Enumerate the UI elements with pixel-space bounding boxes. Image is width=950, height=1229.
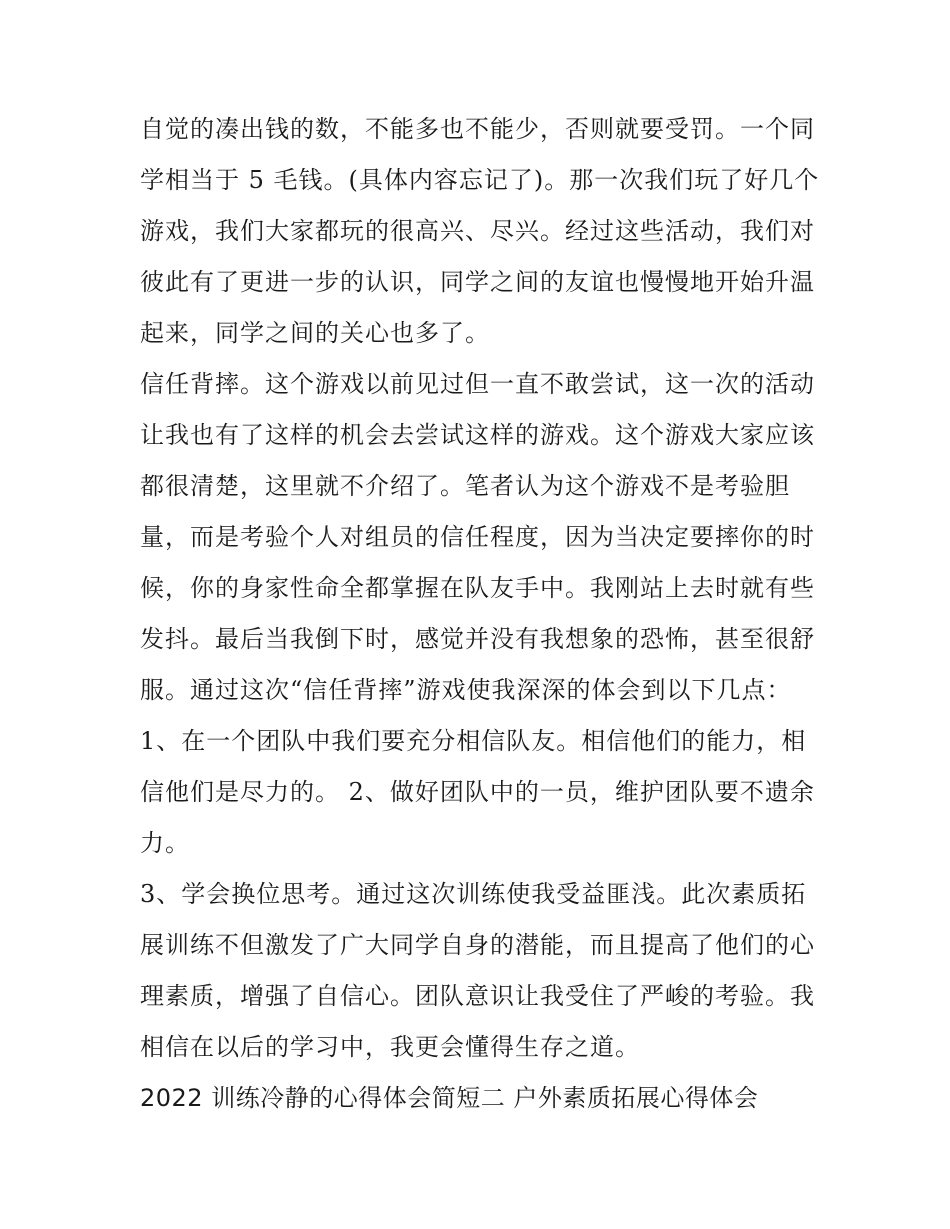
list-item-line: 力。 [140,829,190,857]
body-text-line: 起来，同学之间的关心也多了。 [140,319,490,347]
body-text-line: 自觉的凑出钱的数，不能多也不能少，否则就要受罚。一个同 [140,115,815,143]
body-text-line: 理素质，增强了自信心。团队意识让我受住了严峻的考验。我 [140,982,815,1010]
body-text-line: 彼此有了更进一步的认识，同学之间的友谊也慢慢地开始升温 [140,268,815,296]
section-title: 2022 训练冷静的心得体会简短二 户外素质拓展心得体会 [140,1084,759,1112]
body-text-line: 服。通过这次“信任背摔”游戏使我深深的体会到以下几点： [140,676,792,704]
body-text-line: 展训练不但激发了广大同学自身的潜能，而且提高了他们的心 [140,931,815,959]
body-text-line: 都很清楚，这里就不介绍了。笔者认为这个游戏不是考验胆 [140,472,790,500]
body-text-line: 候，你的身家性命全都掌握在队友手中。我刚站上去时就有些 [140,574,815,602]
body-text-line: 学相当于 5 毛钱。(具体内容忘记了)。那一次我们玩了好几个 [140,166,820,194]
body-text-line: 相信在以后的学习中，我更会懂得生存之道。 [140,1033,640,1061]
list-item-line: 3、学会换位思考。通过这次训练使我受益匪浅。此次素质拓 [140,880,807,908]
body-text-line: 发抖。最后当我倒下时，感觉并没有我想象的恐怖，甚至很舒 [140,625,815,653]
body-text-line: 游戏，我们大家都玩的很高兴、尽兴。经过这些活动，我们对 [140,217,815,245]
list-item-line: 1、在一个团队中我们要充分相信队友。相信他们的能力，相 [140,727,807,755]
list-item-line: 信他们是尽力的。 2、做好团队中的一员，维护团队要不遗余 [140,778,815,806]
body-text-line: 量，而是考验个人对组员的信任程度，因为当决定要摔你的时 [140,523,815,551]
body-text-line: 让我也有了这样的机会去尝试这样的游戏。这个游戏大家应该 [140,421,815,449]
body-text-line: 信任背摔。这个游戏以前见过但一直不敢尝试，这一次的活动 [140,370,815,398]
document-body [140,104,830,1124]
